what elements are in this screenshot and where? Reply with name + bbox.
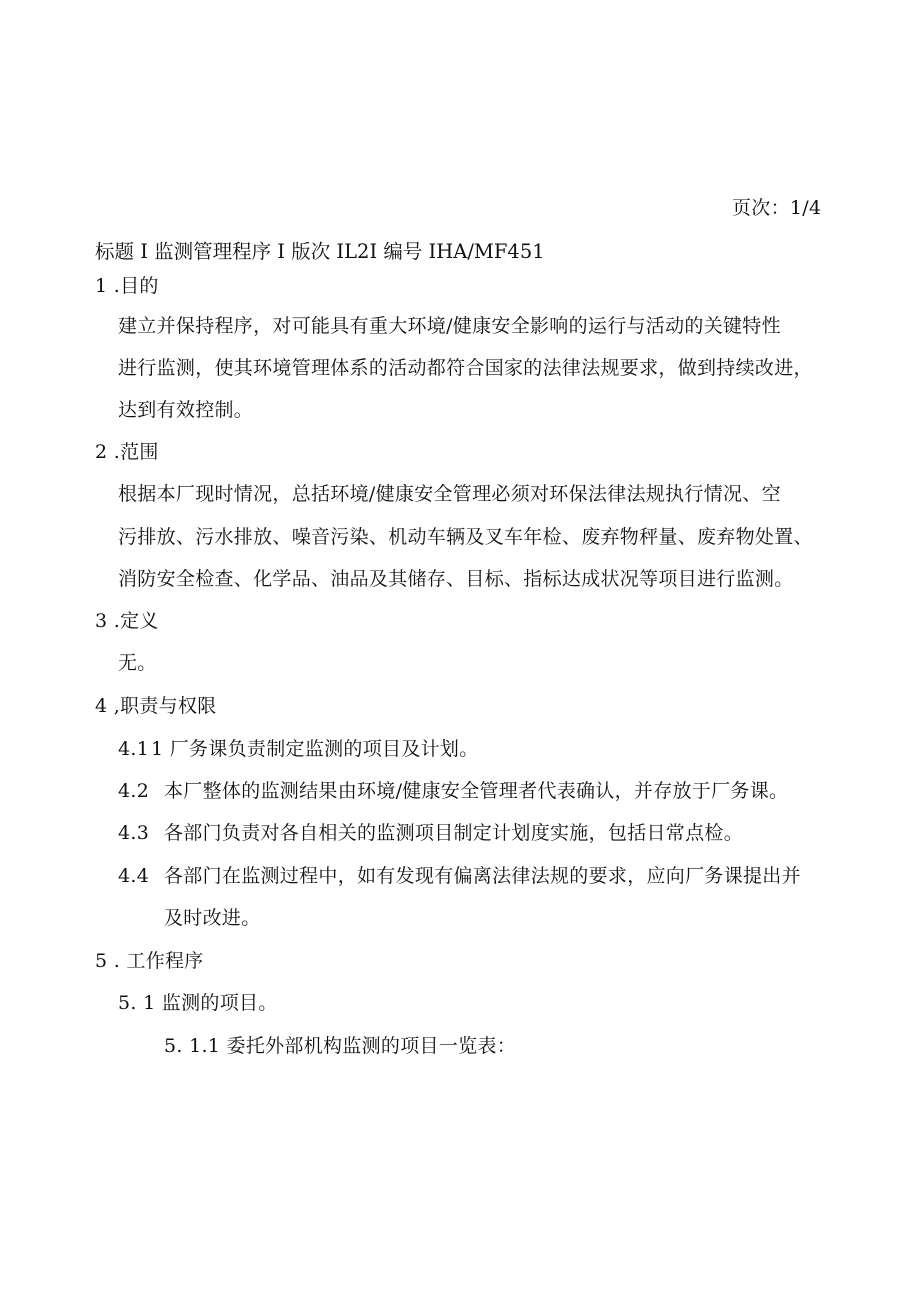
section-2-line-3: 消防安全检查、化学品、油品及其储存、目标、指标达成状况等项目进行监测。 (118, 568, 794, 590)
section-3-heading: 3 .定义 (95, 610, 159, 632)
document-header-line: 标题 I 监测管理程序 I 版次 IL2I 编号 IHA/MF451 (95, 240, 545, 263)
section-3-line-1: 无。 (118, 652, 157, 674)
section-4-heading: 4 ,职责与权限 (95, 695, 217, 717)
section-1-line-1: 建立并保持程序，对可能具有重大环境/健康安全影响的运行与活动的关键特性 (118, 315, 781, 337)
item-4-2-number: 4.2 (118, 780, 150, 802)
section-5-1-1-heading: 5. 1.1 委托外部机构监测的项目一览表： (164, 1035, 517, 1057)
item-4-4-text: 各部门在监测过程中，如有发现有偏离法律法规的要求，应向厂务课提出并 (164, 865, 801, 887)
section-1-heading: 1 .目的 (95, 275, 159, 297)
item-4-2-text: 本厂整体的监测结果由环境/健康安全管理者代表确认，并存放于厂务课。 (164, 780, 789, 802)
section-1-line-3: 达到有效控制。 (118, 399, 254, 421)
section-5-heading: 5 . 工作程序 (95, 950, 204, 972)
section-2-line-1: 根据本厂现时情况，总括环境/健康安全管理必须对环保法律法规执行情况、空 (118, 483, 781, 505)
item-4-4-continuation: 及时改进。 (164, 907, 261, 929)
item-4-3-number: 4.3 (118, 822, 150, 844)
section-1-line-2: 进行监测，使其环境管理体系的活动都符合国家的法律法规要求，做到持续改进， (118, 357, 813, 379)
page-number: 页次：1/4 (732, 197, 822, 219)
section-5-1-heading: 5. 1 监测的项目。 (118, 992, 278, 1014)
item-4-3-text: 各部门负责对各自相关的监测项目制定计划度实施，包括日常点检。 (164, 822, 744, 844)
section-2-heading: 2 .范围 (95, 441, 159, 463)
section-2-line-2: 污排放、污水排放、噪音污染、机动车辆及叉车年检、废弃物秤量、废弃物处置、 (118, 526, 813, 548)
item-4-1-number: 4.1 (118, 738, 150, 760)
item-4-1-text: 1 厂务课负责制定监测的项目及计划。 (151, 738, 479, 760)
item-4-4-number: 4.4 (118, 865, 150, 887)
